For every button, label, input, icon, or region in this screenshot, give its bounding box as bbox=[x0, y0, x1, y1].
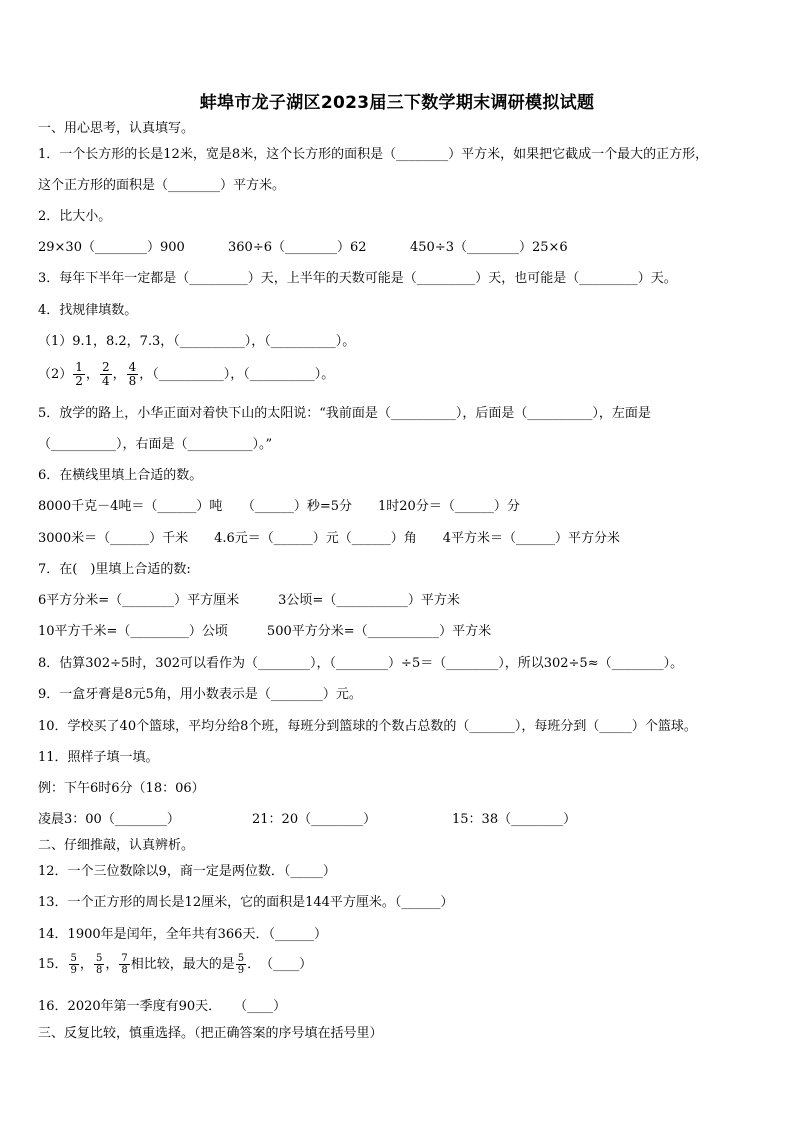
question-15-prefix: 15． bbox=[38, 957, 68, 972]
question-16: 16．2020年第一季度有90天． （____） bbox=[38, 999, 287, 1014]
question-11-item-b: 21：20（________） bbox=[252, 812, 377, 827]
question-11-item-a: 凌晨3：00（________） bbox=[38, 812, 180, 827]
question-7-line-1: 6平方分米=（________）平方厘米 3公顷=（___________）平方米 bbox=[38, 593, 460, 608]
question-6-line-2: 3000米＝（______）千米 4.6元＝（______）元（______）角 4平方米＝（______）平方分米 bbox=[38, 531, 621, 546]
question-4-line-2-suffix: ，（__________），（__________）。 bbox=[139, 367, 335, 382]
question-15-middle: 相比较，最大的是 bbox=[130, 957, 235, 972]
question-4-line-2: （2） $\frac{1}{2}$ ， $\frac{2}{4}$ ， $\frac{4}{8}$ ，（__________），（__________）。 bbox=[38, 360, 335, 388]
question-7-line-2: 10平方千米=（_________）公顷 500平方分米=（___________）平方米 bbox=[38, 624, 492, 639]
question-2-item-b: 360÷6（________）62 bbox=[228, 240, 367, 255]
question-15-suffix: ． （____） bbox=[247, 957, 313, 972]
fraction: $\frac{7}{8}$ bbox=[121, 953, 128, 976]
section-3-heading: 三、反复比较，慎重选择。（把正确答案的序号填在括号里） bbox=[38, 1026, 383, 1041]
question-4-title: 4．找规律填数。 bbox=[38, 303, 138, 318]
question-2-item-a: 29×30（________）900 bbox=[38, 240, 185, 255]
question-9: 9．一盒牙膏是8元5角，用小数表示是（________）元。 bbox=[38, 687, 362, 702]
question-6-title: 6．在横线里填上合适的数。 bbox=[38, 468, 203, 483]
fraction: $\frac{4}{8}$ bbox=[128, 360, 137, 388]
question-11-example: 例：下午6时6分（18：06） bbox=[38, 781, 205, 796]
question-4-line-2-prefix: （2） bbox=[38, 367, 73, 382]
question-5-line-1: 5．放学的路上，小华正面对着快下山的太阳说：“我前面是（__________），后面是（__________），左面是 bbox=[38, 406, 651, 421]
fraction: $\frac{5}{9}$ bbox=[70, 953, 77, 976]
question-2-title: 2．比大小。 bbox=[38, 209, 112, 224]
question-11-title: 11．照样子填一填。 bbox=[38, 750, 159, 765]
section-2-heading: 二、仔细推敲，认真辨析。 bbox=[38, 838, 195, 853]
question-4-line-1: （1）9.1，8.2，7.3，（__________），（__________）。 bbox=[38, 334, 356, 349]
question-7-title: 7．在( )里填上合适的数: bbox=[38, 562, 191, 577]
fraction: $\frac{5}{9}$ bbox=[237, 953, 245, 976]
question-3: 3．每年下半年一定都是（_________）天，上半年的天数可能是（_________）天，也可能是（_________）天。 bbox=[38, 271, 677, 286]
question-8: 8．估算302÷5时，302可以看作为（________），（________）÷5＝（________），所以302÷5≈（________）。 bbox=[38, 656, 684, 671]
question-2-item-c: 450÷3（________）25×6 bbox=[410, 240, 568, 255]
question-5-line-2: （__________），右面是（__________）。” bbox=[38, 437, 273, 452]
question-6-line-1: 8000千克－4吨＝（______）吨 （______）秒=5分 1时20分＝（______）分 bbox=[38, 499, 520, 514]
question-1-line-1: 1．一个长方形的长是12米，宽是8米，这个长方形的面积是（________）平方米，如果把它截成一个最大的正方形， bbox=[38, 147, 709, 162]
fraction: $\frac{2}{4}$ bbox=[101, 360, 110, 388]
section-1-heading: 一、用心思考，认真填写。 bbox=[38, 121, 195, 136]
fraction: $\frac{5}{8}$ bbox=[95, 953, 103, 976]
question-1-line-2: 这个正方形的面积是（________）平方米。 bbox=[38, 178, 286, 193]
question-11-item-c: 15：38（________） bbox=[452, 812, 577, 827]
question-12: 12．一个三位数除以9，商一定是两位数．（_____） bbox=[38, 864, 336, 879]
question-10: 10．学校买了40个篮球，平均分给8个班，每班分到篮球的个数占总数的（_______），每班分到（_____）个篮球。 bbox=[38, 719, 697, 734]
page-title: 蚌埠市龙子湖区2023届三下数学期末调研模拟试题 bbox=[199, 93, 595, 113]
question-13: 13．一个正方形的周长是12厘米，它的面积是144平方厘米。（______） bbox=[38, 895, 454, 910]
question-15: 15． $\frac{5}{9}$ ， $\frac{5}{8}$ ， $\frac{7}{8}$ 相比较，最大的是 $\frac{5}{9}$ ． （____） bbox=[38, 953, 313, 976]
fraction: $\frac{1}{2}$ bbox=[75, 360, 83, 388]
question-14: 14．1900年是闰年，全年共有366天．（______） bbox=[38, 927, 327, 942]
